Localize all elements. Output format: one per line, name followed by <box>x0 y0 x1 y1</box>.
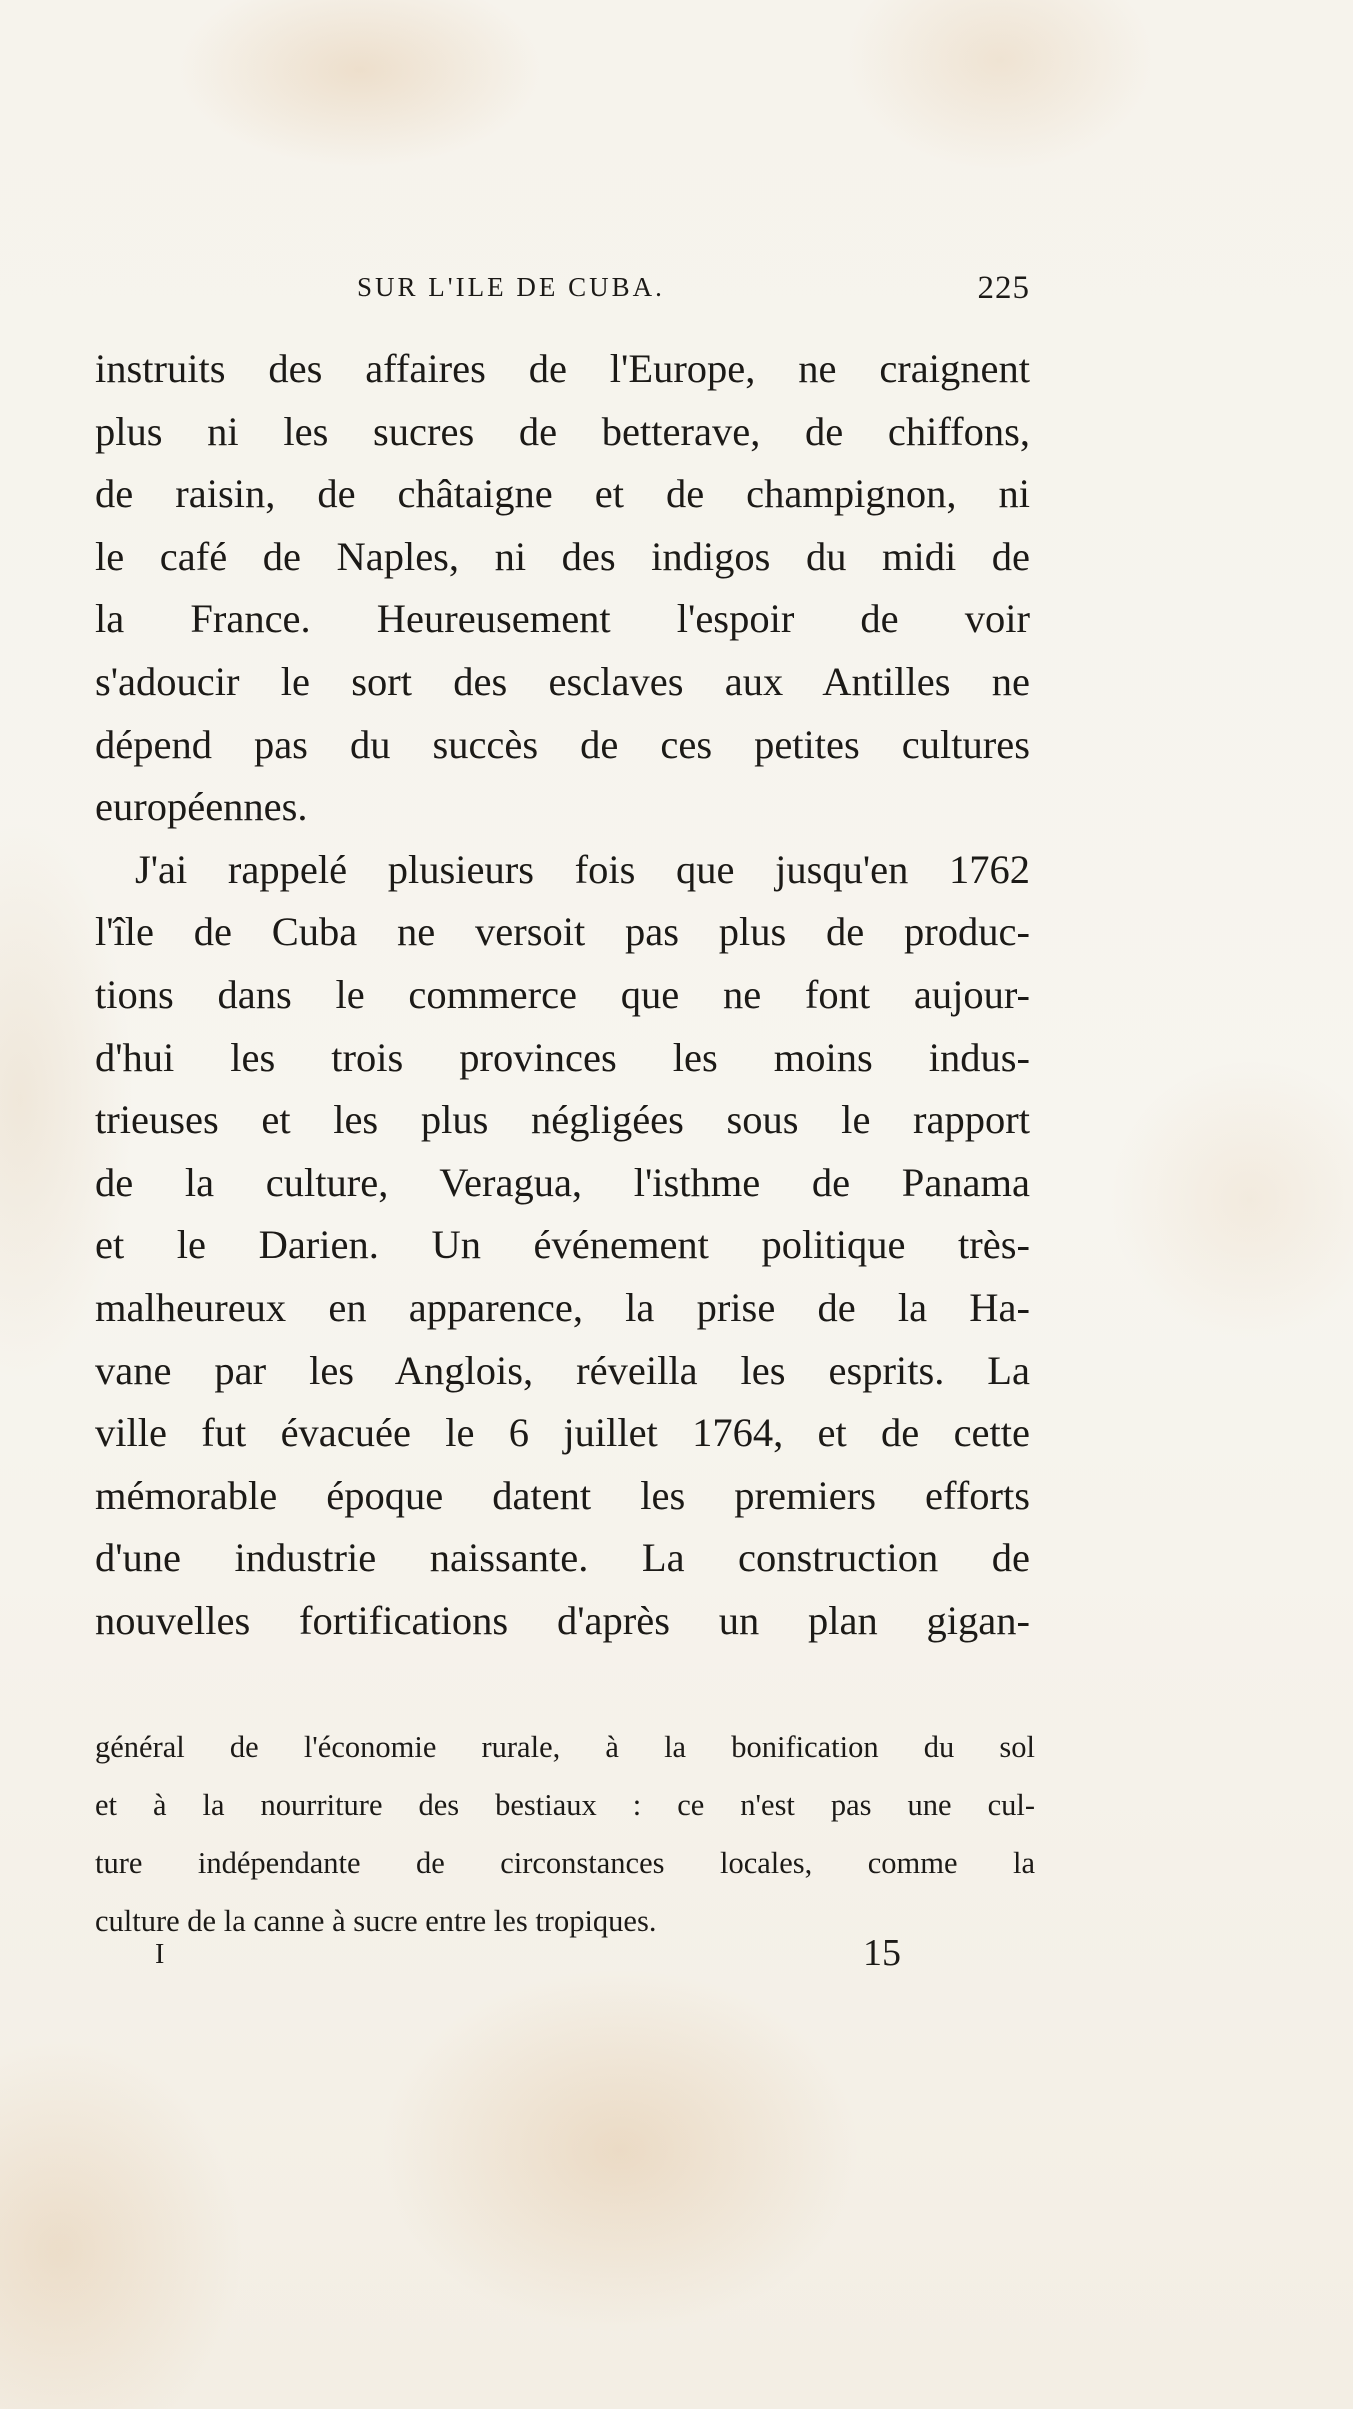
body-text <box>95 338 1030 1652</box>
text-line: tions dans le commerce que ne font aujour- <box>95 971 1030 1017</box>
signature-mark: 15 <box>863 1932 901 1974</box>
text-line: européennes. <box>95 784 308 830</box>
text-line: instruits des affaires de l'Europe, ne craignent <box>95 346 1030 391</box>
page-number: 225 <box>977 270 1030 306</box>
text-line: l'île de Cuba ne versoit pas plus de produc- <box>95 909 1030 955</box>
text-line: dépend pas du succès de ces petites cultures <box>95 721 1030 767</box>
text-line: malheureux en apparence, la prise de la Ha- <box>95 1284 1030 1330</box>
text-line: nouvelles fortifications d'après un plan gigan- <box>95 1597 1030 1643</box>
footnote <box>95 1718 1035 1950</box>
footnote-line: culture de la canne à sucre entre les tropiques. <box>95 1904 657 1938</box>
text-line: J'ai rappelé plusieurs fois que jusqu'en 1762 <box>135 846 1030 892</box>
text-line: la France. Heureusement l'espoir de voir <box>95 596 1030 642</box>
text-line: ville fut évacuée le 6 juillet 1764, et de cette <box>95 1410 1030 1456</box>
text-line: vane par les Anglois, réveilla les esprits. La <box>95 1347 1030 1393</box>
text-line: et le Darien. Un événement politique très- <box>95 1222 1030 1268</box>
text-line: de la culture, Veragua, l'isthme de Panama <box>95 1159 1030 1205</box>
footnote-line: général de l'économie rurale, à la bonification du sol <box>95 1730 1035 1764</box>
text-line: de raisin, de châtaigne et de champignon, ni <box>95 471 1030 517</box>
text-line: mémorable époque datent les premiers efforts <box>95 1472 1030 1518</box>
text-line: le café de Naples, ni des indigos du midi de <box>95 533 1030 579</box>
text-line: trieuses et les plus négligées sous le rapport <box>95 1097 1030 1143</box>
text-line: d'une industrie naissante. La construction de <box>95 1535 1030 1581</box>
text-line: s'adoucir le sort des esclaves aux Antilles ne <box>95 658 1030 704</box>
text-line: plus ni les sucres de betterave, de chiffons, <box>95 408 1030 454</box>
signature-row <box>95 1932 1035 1985</box>
footnote-line: et à la nourriture des bestiaux : ce n'est pas une cul- <box>95 1788 1035 1822</box>
footnote-line: ture indépendante de circonstances locales, comme la <box>95 1846 1035 1880</box>
text-line: d'hui les trois provinces les moins indus- <box>95 1034 1030 1080</box>
running-head <box>95 272 1030 316</box>
volume-mark: I <box>155 1939 165 1970</box>
running-title: SUR L'ILE DE CUBA. <box>357 272 665 302</box>
